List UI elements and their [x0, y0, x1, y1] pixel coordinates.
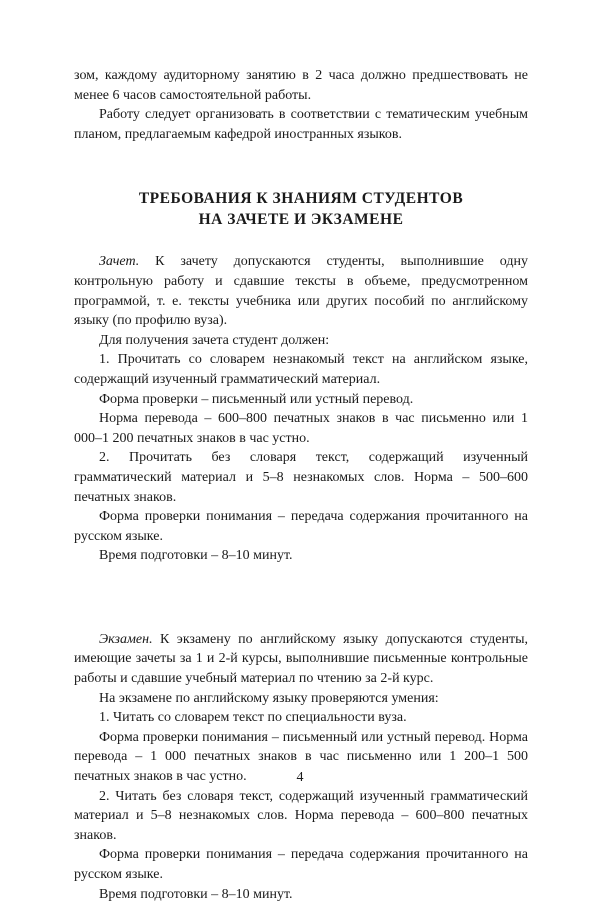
exam-item-2: 2. Читать без словаря текст, содержащий изученный грамматический материал и 5–8 незнакомых слов. Норма перевода – 600–800 печатных знаков. — [74, 788, 528, 843]
exam-skills-lead: На экзамене по английскому языку проверяются умения: — [99, 690, 439, 706]
zachet-label: Зачет. — [99, 254, 140, 270]
section-spacer — [74, 566, 528, 630]
intro-paragraph: Работу следует организовать в соответствии с тематическим учебным планом, предлагаемым кафедрой иностранных языков. — [74, 107, 528, 142]
page-number: 4 — [296, 770, 304, 785]
zachet-intro-text: К зачету допускаются студенты, выполнившие одну контрольную работу и сдавшие тексты в объеме, предусмотренном программой, т. е. тексты учебника или других пособий по английскому языку (по профилю вуза). — [74, 254, 528, 329]
exam-label: Экзамен. — [99, 631, 153, 647]
intro-paragraph-continued: зом, каждому аудиторному занятию в 2 часа должно предшествовать не менее 6 часов самостоятельной работы. — [74, 68, 528, 103]
zachet-check-form-1: Форма проверки – письменный или устный перевод. — [99, 391, 414, 407]
heading-line-2: НА ЗАЧЕТЕ И ЭКЗАМЕНЕ — [198, 211, 404, 229]
exam-prep-time: Время подготовки – 8–10 минут. — [99, 886, 293, 902]
zachet-item-1: 1. Прочитать со словарем незнакомый текст на английском языке, содержащий изученный грамматический материал. — [74, 352, 528, 387]
zachet-item-2: 2. Прочитать без словаря текст, содержащий изученный грамматический материал и 5–8 незнакомых слов. Норма – 500–600 печатных знаков. — [74, 450, 528, 505]
heading-line-1: ТРЕБОВАНИЯ К ЗНАНИЯМ СТУДЕНТОВ — [138, 190, 464, 208]
zachet-prep-time: Время подготовки – 8–10 минут. — [99, 548, 293, 564]
zachet-intro-paragraph — [74, 252, 528, 330]
exam-intro-text: К экзамену по английскому языку допускаются студенты, имеющие зачеты за 1 и 2-й курсы, выполнившие письменные контрольные работы и сдавшие учебный материал по чтению за 2-й курс. — [74, 631, 528, 687]
zachet-section — [74, 252, 528, 566]
zachet-requirements-lead: Для получения зачета студент должен: — [99, 332, 330, 348]
exam-check-form-1: Форма проверки понимания – письменный или устный перевод. Норма перевода – 1 000 печатных знаков в час письменно или 1 200–1 500 печатных знаков в час устно. — [74, 729, 528, 785]
section-heading — [74, 188, 528, 230]
exam-item-1: 1. Читать со словарем текст по специальности вуза. — [99, 710, 407, 726]
exam-check-form-2: Форма проверки понимания – передача содержания прочитанного на русском языке. — [74, 847, 528, 882]
zachet-norm-1: Норма перевода – 600–800 печатных знаков в час письменно или 1 000–1 200 печатных знаков в час устно. — [74, 411, 528, 446]
zachet-check-form-2: Форма проверки понимания – передача содержания прочитанного на русском языке. — [74, 509, 528, 544]
exam-section — [74, 630, 528, 904]
exam-intro-paragraph — [74, 630, 528, 689]
